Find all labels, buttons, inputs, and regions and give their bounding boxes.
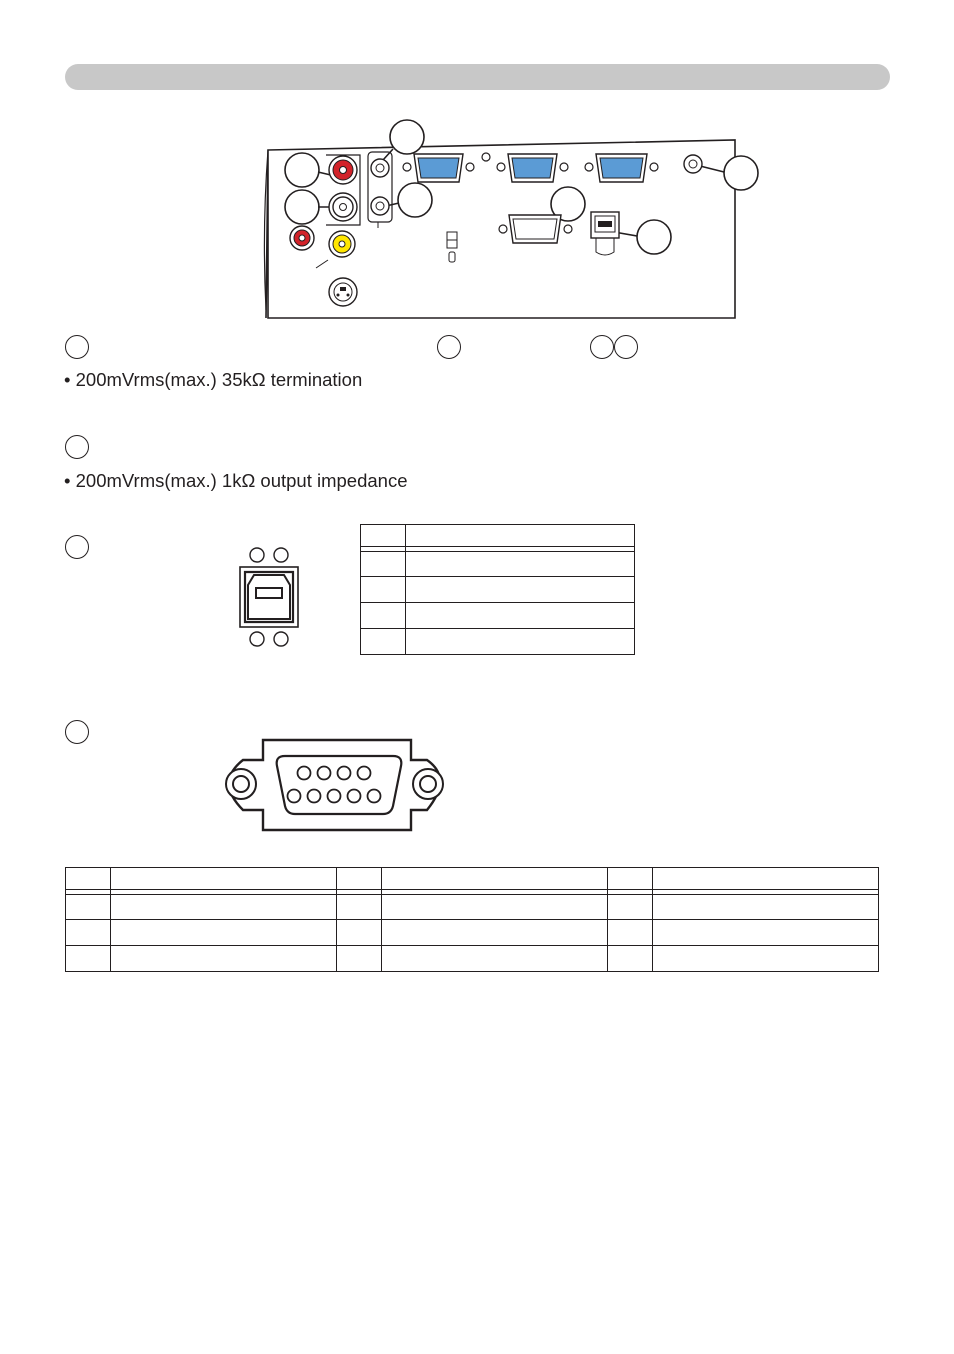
usb-b-connector-diagram bbox=[230, 545, 330, 655]
control-db9-port bbox=[499, 215, 572, 243]
rca-jack-red-top bbox=[329, 156, 357, 184]
rear-panel-illustration bbox=[0, 0, 954, 330]
audio-output-spec: • 200mVrms(max.) 1kΩ output impedance bbox=[64, 470, 408, 491]
rca-jack-red-bottom bbox=[290, 226, 314, 250]
usb-pin-label-circle bbox=[250, 632, 264, 646]
usb-pin-table bbox=[360, 524, 635, 655]
db9-connector-diagram bbox=[215, 738, 455, 833]
callout-circle-usb-section bbox=[65, 535, 89, 559]
rca-jack-white bbox=[329, 193, 357, 221]
table-row bbox=[361, 552, 635, 577]
rs232-pin-table bbox=[65, 867, 879, 972]
callout-circle-control-a bbox=[590, 335, 614, 359]
callout-audio-in-r bbox=[285, 153, 335, 187]
table-row bbox=[361, 603, 635, 629]
table-header-row bbox=[66, 868, 879, 890]
vga-port-1 bbox=[403, 154, 474, 182]
callout-audio-in-l bbox=[285, 190, 335, 224]
callout-remote bbox=[700, 156, 758, 190]
table-row bbox=[361, 629, 635, 655]
callout-circle-usb bbox=[437, 335, 461, 359]
table-row bbox=[66, 946, 879, 972]
usb-pin-label-circle bbox=[250, 548, 264, 562]
table-header-row bbox=[361, 525, 635, 547]
audio-input-spec: • 200mVrms(max.) 35kΩ termination bbox=[64, 369, 363, 390]
usb-port bbox=[591, 212, 619, 255]
callout-circle-control-section bbox=[65, 720, 89, 744]
rca-jack-yellow bbox=[329, 231, 355, 257]
vga-port-2 bbox=[497, 154, 568, 182]
table-row bbox=[66, 920, 879, 946]
usb-pin-label-circle bbox=[274, 632, 288, 646]
audio-mini-jack-top bbox=[371, 159, 389, 177]
callout-audio-out bbox=[386, 183, 432, 217]
table-row bbox=[361, 577, 635, 603]
callout-circle-audio-in bbox=[65, 335, 89, 359]
vga-port-3 bbox=[585, 154, 658, 182]
remote-jack bbox=[684, 155, 702, 173]
usb-pin-label-circle bbox=[274, 548, 288, 562]
callout-circle-audio-out bbox=[65, 435, 89, 459]
audio-mini-jack-bottom bbox=[371, 197, 389, 215]
toggle-switch bbox=[447, 232, 457, 262]
callout-circle-control-b bbox=[614, 335, 638, 359]
callout-usb bbox=[614, 220, 671, 254]
table-row bbox=[66, 895, 879, 920]
s-video-jack bbox=[329, 278, 357, 306]
